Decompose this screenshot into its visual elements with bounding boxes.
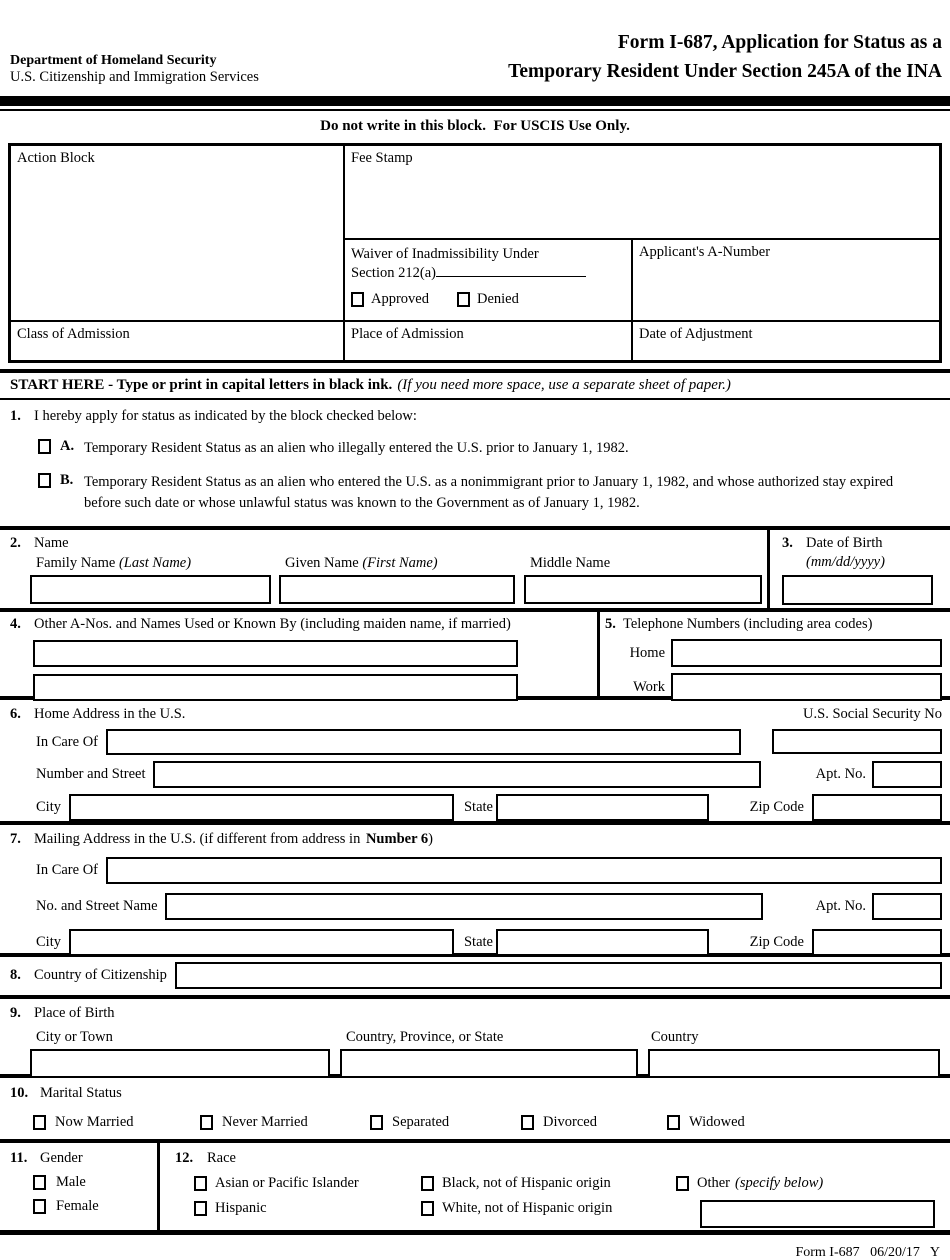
item-12-number: 12. — [175, 1150, 194, 1167]
birth-country-label: Country — [651, 1029, 699, 1046]
female-checkbox[interactable] — [33, 1199, 46, 1214]
item-3-number: 3. — [782, 535, 793, 552]
street-input-6[interactable] — [153, 761, 761, 788]
given-name-label: Given Name (First Name) — [285, 555, 438, 572]
birth-city-label: City or Town — [36, 1029, 113, 1046]
ssn-label: U.S. Social Security No — [803, 706, 942, 723]
item-4-number: 4. — [10, 616, 21, 633]
middle-name-input[interactable] — [524, 575, 762, 604]
waiver-label-line1: Waiver of Inadmissibility Under — [351, 246, 539, 262]
agency-block — [10, 53, 259, 86]
item-3-label: Date of Birth — [806, 535, 883, 552]
asian-pacific-checkbox[interactable] — [194, 1176, 207, 1191]
never-married-checkbox[interactable] — [200, 1115, 213, 1130]
waiver-label-line2: Section 212(a) — [351, 265, 436, 281]
state-input-6[interactable] — [496, 794, 709, 821]
marital-widowed: Widowed — [667, 1114, 745, 1131]
zip-label-6: Zip Code — [749, 799, 804, 816]
item-9-place-of-birth — [8, 999, 942, 1074]
city-input-6[interactable] — [69, 794, 454, 821]
action-block-label: Action Block — [17, 150, 95, 166]
home-phone-input[interactable] — [671, 639, 942, 667]
race-asian-pacific: Asian or Pacific Islander — [194, 1175, 421, 1192]
marital-divorced: Divorced — [521, 1114, 667, 1131]
item-9-number: 9. — [10, 1005, 21, 1022]
city-label-6: City — [36, 799, 61, 816]
applicant-a-number-cell[interactable] — [633, 240, 939, 320]
black-checkbox[interactable] — [421, 1176, 434, 1191]
marital-never-married: Never Married — [200, 1114, 370, 1131]
middle-name-label: Middle Name — [530, 555, 611, 572]
waiver-approved-label: Approved — [371, 291, 429, 307]
family-name-label: Family Name (Last Name) — [36, 555, 192, 572]
fee-stamp-cell — [345, 146, 939, 240]
item-12-label: Race — [207, 1150, 236, 1167]
form-footer: Form I-687 06/20/17 Y — [795, 1245, 940, 1260]
apt-input-6[interactable] — [872, 761, 942, 788]
family-name-input[interactable] — [30, 575, 271, 604]
items-4-5-section — [8, 612, 942, 696]
gender-female: Female — [33, 1198, 157, 1215]
item-2-name — [8, 530, 770, 608]
widowed-checkbox[interactable] — [667, 1115, 680, 1130]
other-race-input[interactable] — [700, 1200, 935, 1228]
start-here-bold: START HERE - Type or print in capital letters in black ink. — [10, 377, 393, 393]
home-phone-label: Home — [629, 644, 665, 661]
race-other: Other (specify below) — [676, 1175, 942, 1192]
place-of-admission-cell[interactable] — [345, 320, 633, 360]
item-10-number: 10. — [10, 1085, 29, 1102]
apt-label-7: Apt. No. — [815, 898, 866, 915]
class-of-admission-label: Class of Admission — [17, 326, 130, 342]
date-of-adjustment-cell[interactable] — [633, 320, 939, 360]
item-9-label: Place of Birth — [34, 1005, 115, 1022]
zip-input-6[interactable] — [812, 794, 942, 821]
item-6-label: Home Address in the U.S. — [34, 706, 186, 723]
item-7-label: Mailing Address in the U.S. (if different from address in Number 6) — [34, 831, 433, 848]
marital-now-married: Now Married — [33, 1114, 200, 1131]
divorced-checkbox[interactable] — [521, 1115, 534, 1130]
option-a-letter: A. — [60, 438, 75, 454]
form-title-line1: Form I-687, Application for Status as a — [617, 32, 942, 54]
applicant-a-number-label: Applicant's A-Number — [639, 244, 771, 260]
start-here-italic: (If you need more space, use a separate sheet of paper.) — [397, 377, 731, 393]
agency-name: Department of Homeland Security — [10, 53, 217, 68]
state-label-6: State — [463, 799, 493, 816]
item-1-number: 1. — [10, 408, 21, 424]
street-label-7: No. and Street Name — [36, 898, 158, 915]
city-input-7[interactable] — [69, 929, 454, 956]
item-6-number: 6. — [10, 706, 21, 723]
option-a-checkbox[interactable] — [38, 439, 51, 454]
item-7-number: 7. — [10, 831, 21, 848]
uscis-only-banner: Do not write in this block. For USCIS Use Only. — [320, 118, 630, 134]
option-b-letter: B. — [60, 472, 74, 489]
item-5-number: 5. — [605, 616, 616, 633]
birth-country-input[interactable] — [648, 1049, 940, 1078]
item-8-citizenship — [8, 957, 942, 995]
work-phone-input[interactable] — [671, 673, 942, 701]
item-11-number: 11. — [10, 1150, 28, 1167]
work-phone-label: Work — [633, 678, 665, 695]
waiver-blank-line[interactable] — [436, 263, 586, 277]
dob-format-hint: (mm/dd/yyyy) — [806, 554, 885, 571]
birth-province-input[interactable] — [340, 1049, 638, 1078]
state-input-7[interactable] — [496, 929, 709, 956]
item-7-mailing-address — [8, 825, 942, 953]
waiver-denied-label: Denied — [477, 291, 519, 307]
given-name-input[interactable] — [279, 575, 515, 604]
other-names-input-1[interactable] — [33, 640, 518, 667]
in-care-of-label-7: In Care Of — [36, 862, 99, 879]
waiver-cell — [345, 240, 633, 320]
zip-input-7[interactable] — [812, 929, 942, 956]
item-4-label: Other A-Nos. and Names Used or Known By (including maiden name, if married) — [34, 616, 511, 633]
uscis-use-table — [8, 143, 942, 363]
item-11-label: Gender — [40, 1150, 83, 1167]
other-race-hint: (specify below) — [735, 1175, 824, 1192]
option-a-row — [38, 438, 942, 459]
apt-input-7[interactable] — [872, 893, 942, 920]
item-12-race — [160, 1143, 942, 1230]
now-married-checkbox[interactable] — [33, 1115, 46, 1130]
in-care-of-label-6: In Care Of — [36, 733, 99, 750]
street-input-7[interactable] — [165, 893, 763, 920]
street-label-6: Number and Street — [36, 766, 146, 783]
action-block-cell — [11, 146, 345, 320]
item-8-label: Country of Citizenship — [34, 967, 167, 984]
race-white: White, not of Hispanic origin — [421, 1200, 676, 1217]
items-2-3-section — [8, 530, 942, 608]
item-10-label: Marital Status — [40, 1085, 122, 1102]
item-6-home-address — [8, 700, 942, 821]
item-8-number: 8. — [10, 967, 21, 984]
separated-checkbox[interactable] — [370, 1115, 383, 1130]
item-11-gender — [8, 1143, 160, 1230]
birth-province-label: Country, Province, or State — [346, 1029, 504, 1046]
items-11-12-section — [8, 1143, 942, 1230]
item-1-text: I hereby apply for status as indicated by the block checked below: — [34, 408, 417, 424]
white-checkbox[interactable] — [421, 1201, 434, 1216]
birth-city-input[interactable] — [30, 1049, 330, 1078]
marital-separated: Separated — [370, 1114, 521, 1131]
option-b-row — [38, 472, 942, 514]
in-care-of-input-7[interactable] — [106, 857, 942, 884]
ssn-input[interactable] — [772, 729, 942, 754]
class-of-admission-cell[interactable] — [11, 320, 345, 360]
item-3-date-of-birth — [770, 530, 942, 608]
item-5-telephone — [600, 612, 942, 696]
citizenship-input[interactable] — [175, 962, 942, 989]
item-2-number: 2. — [10, 535, 21, 552]
start-here-instruction — [8, 373, 942, 398]
waiver-approved-checkbox[interactable] — [351, 292, 364, 307]
fee-stamp-label: Fee Stamp — [351, 150, 413, 166]
in-care-of-input-6[interactable] — [106, 729, 741, 755]
option-b-checkbox[interactable] — [38, 473, 51, 488]
other-names-input-2[interactable] — [33, 674, 518, 701]
apt-label-6: Apt. No. — [815, 766, 866, 783]
form-title — [508, 29, 942, 86]
item-2-label: Name — [34, 535, 69, 552]
date-of-adjustment-label: Date of Adjustment — [639, 326, 753, 342]
place-of-admission-label: Place of Admission — [351, 326, 464, 342]
item-5-label: Telephone Numbers (including area codes) — [623, 616, 873, 633]
date-of-birth-input[interactable] — [782, 575, 933, 605]
item-1-apply-for-status — [8, 400, 942, 526]
waiver-denied-checkbox[interactable] — [457, 292, 470, 307]
other-race-checkbox[interactable] — [676, 1176, 689, 1191]
option-b-text: Temporary Resident Status as an alien who entered the U.S. as a nonimmigrant prior to January 1, 1982, and whose authorized stay expired before such date or whose unlawful status was known to the Government as of January 1, 1982. — [84, 474, 894, 512]
item-4-other-names — [8, 612, 600, 696]
gender-male: Male — [33, 1174, 157, 1191]
page-header — [0, 0, 950, 96]
option-a-text: Temporary Resident Status as an alien who illegally entered the U.S. prior to January 1, 1982. — [84, 440, 629, 456]
state-label-7: State — [463, 934, 493, 951]
hispanic-checkbox[interactable] — [194, 1201, 207, 1216]
agency-subtitle: U.S. Citizenship and Immigration Services — [10, 69, 259, 85]
city-label-7: City — [36, 934, 61, 951]
zip-label-7: Zip Code — [749, 934, 804, 951]
race-hispanic: Hispanic — [194, 1200, 421, 1217]
male-checkbox[interactable] — [33, 1175, 46, 1190]
form-title-line2: Temporary Resident Under Section 245A of the INA — [508, 60, 942, 82]
header-divider-bar — [0, 96, 950, 106]
race-black: Black, not of Hispanic origin — [421, 1175, 676, 1192]
item-10-marital-status — [8, 1078, 942, 1139]
